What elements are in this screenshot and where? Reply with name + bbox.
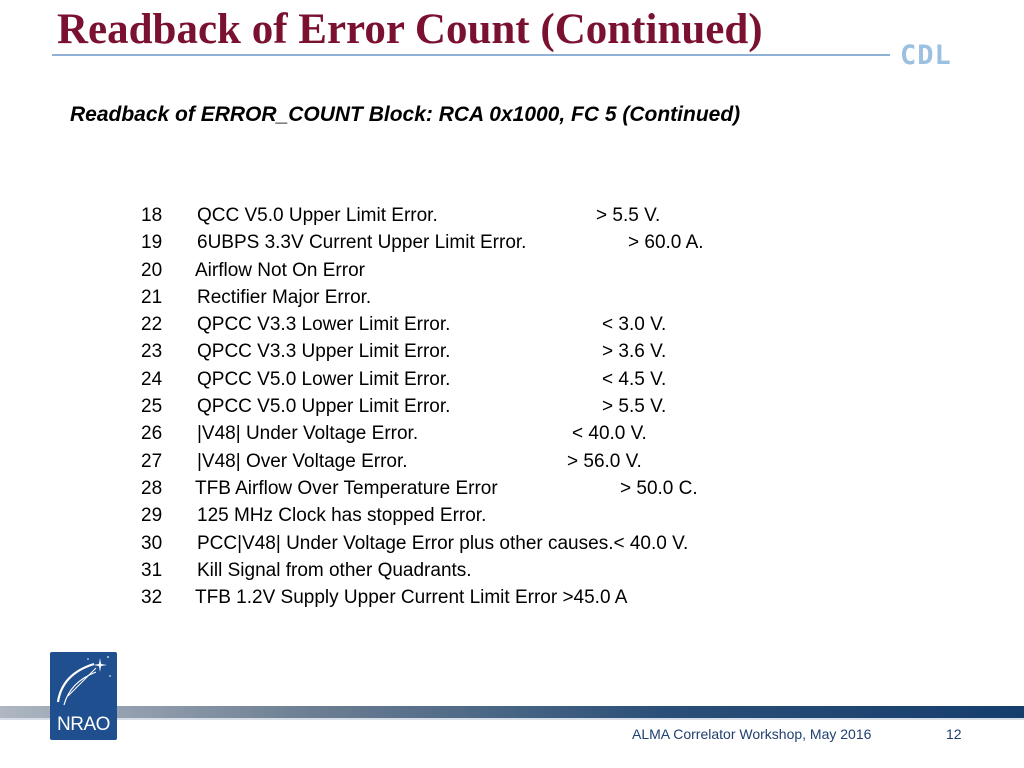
cdl-badge: CDL — [900, 40, 952, 71]
error-limit: > 60.0 A. — [628, 232, 704, 254]
slide-title: Readback of Error Count (Continued) — [57, 6, 763, 53]
error-limit: < 40.0 V. — [572, 423, 647, 445]
error-description: QCC V5.0 Upper Limit Error. — [197, 205, 438, 226]
error-limit: > 5.5 V. — [602, 396, 667, 418]
error-description: QPCC V5.0 Lower Limit Error. — [197, 368, 451, 390]
error-description: TFB 1.2V Supply Upper Current Limit Error >45.0 A — [195, 587, 628, 609]
error-description: QPCC V3.3 Upper Limit Error. — [197, 341, 451, 363]
error-description: PCC|V48| Under Voltage Error plus other causes.< 40.0 V. — [197, 532, 689, 554]
error-limit: > 50.0 C. — [620, 477, 698, 499]
error-number: 26 — [141, 423, 163, 445]
error-number: 24 — [141, 368, 163, 390]
slide-subtitle: Readback of ERROR_COUNT Block: RCA 0x1000, FC 5 (Continued) — [70, 103, 741, 126]
footer-divider — [0, 718, 1024, 720]
error-limit: > 3.6 V. — [602, 341, 667, 363]
error-description: Airflow Not On Error — [195, 259, 365, 281]
error-description: TFB Airflow Over Temperature Error — [195, 477, 498, 499]
error-number: 21 — [141, 286, 163, 308]
footer-event-text: ALMA Correlator Workshop, May 2016 — [632, 726, 872, 742]
error-limit: > 56.0 V. — [567, 450, 642, 472]
error-number: 32 — [141, 587, 163, 609]
error-limit: > 5.5 V. — [596, 205, 661, 226]
nrao-logo-text: NRAO — [57, 714, 110, 735]
error-description: |V48| Over Voltage Error. — [197, 450, 408, 472]
error-description: Kill Signal from other Quadrants. — [197, 559, 472, 581]
error-number: 23 — [141, 341, 163, 363]
error-description: 125 MHz Clock has stopped Error. — [197, 505, 487, 527]
nrao-logo — [50, 652, 117, 740]
error-number: 30 — [141, 532, 163, 554]
page-number: 12 — [946, 726, 962, 742]
error-description: QPCC V5.0 Upper Limit Error. — [197, 396, 451, 418]
error-description: Rectifier Major Error. — [197, 286, 372, 308]
error-number: 25 — [141, 396, 163, 418]
error-number: 28 — [141, 477, 163, 499]
error-limit: < 3.0 V. — [602, 314, 667, 336]
radio-dish-icon — [50, 652, 117, 714]
error-number: 31 — [141, 559, 163, 581]
title-underline — [52, 54, 890, 56]
error-description: |V48| Under Voltage Error. — [197, 423, 419, 445]
error-number: 18 — [141, 205, 163, 226]
error-number: 19 — [141, 232, 163, 254]
error-limit: < 4.5 V. — [602, 368, 667, 390]
error-description: 6UBPS 3.3V Current Upper Limit Error. — [197, 232, 527, 254]
error-number: 27 — [141, 450, 163, 472]
error-number: 20 — [141, 259, 163, 281]
error-number: 22 — [141, 314, 163, 336]
error-description: QPCC V3.3 Lower Limit Error. — [197, 314, 451, 336]
footer-band — [0, 706, 1024, 718]
error-number: 29 — [141, 505, 163, 527]
